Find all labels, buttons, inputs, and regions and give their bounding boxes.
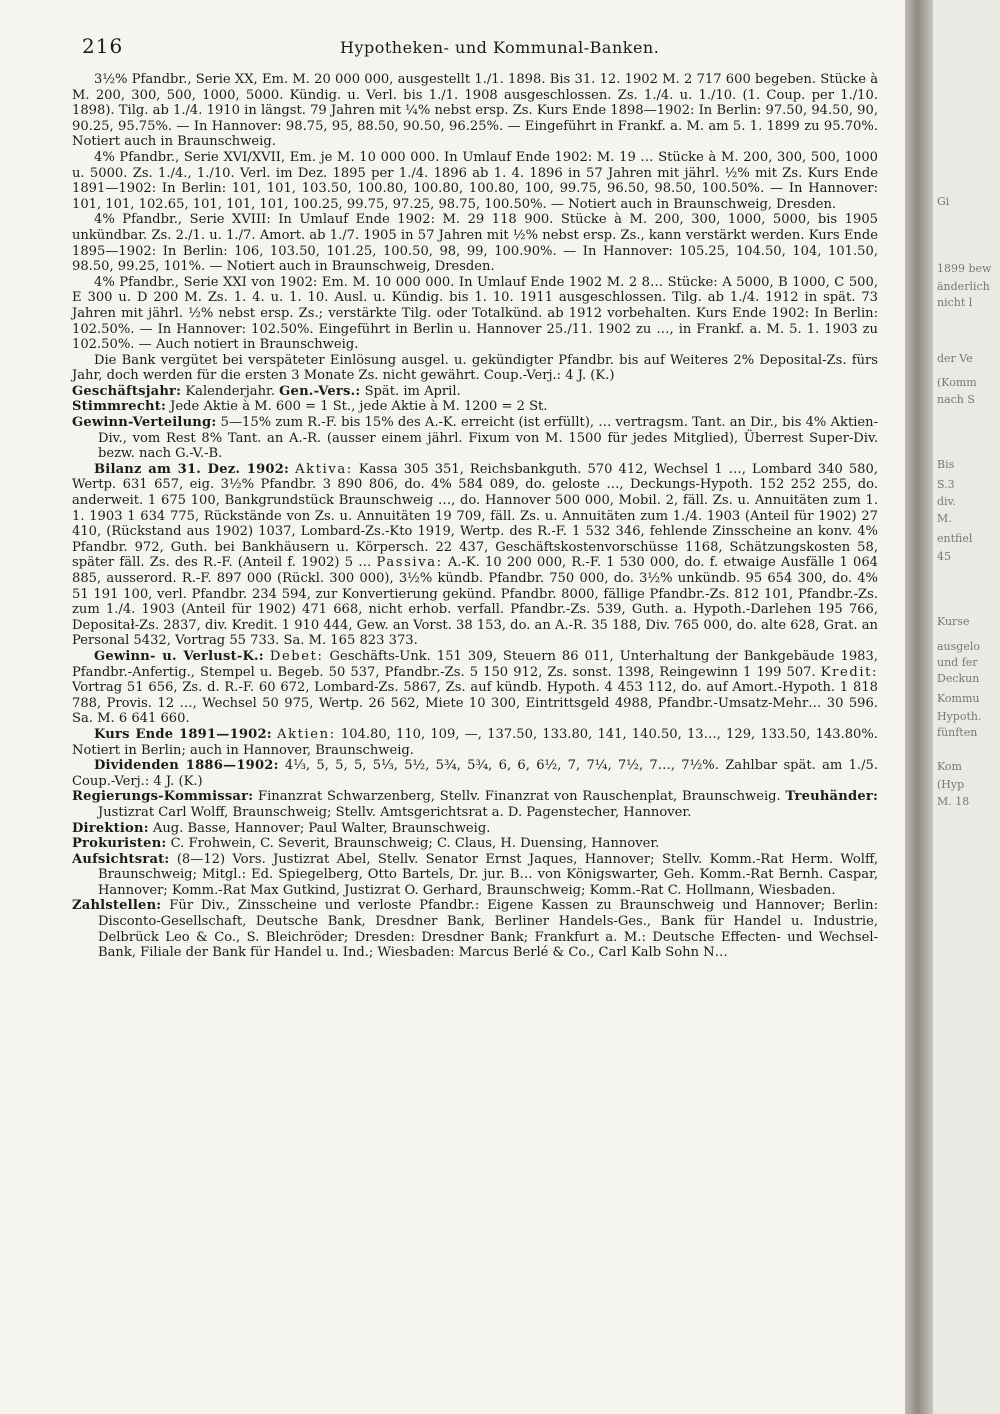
facing-page-fragment: ausgelo	[937, 640, 980, 653]
facing-page-fragment: nach S	[937, 393, 975, 406]
facing-page-fragment: (Hyp	[937, 778, 965, 791]
pfandbrief-paragraph: 4% Pfandbr., Serie XXI von 1902: Em. M. 10 000 000. In Umlauf Ende 1902 M. 2 8… Stücke: A 5000, B 1000, C 500, E 300 u. D 200 M. Zs. 1. 4. u. 1. 10. Ausl. u. Kündig. bis 1. 10. 1911 ausgeschlossen. Tilg. ab 1./4. 1912 in spät. 73 Jahren mit jährl. ½% nebst ersp. Zs.; verstärkte Tilg. oder Totalkünd. ab 1912 vorbehalten. Kurs Ende 1902: In Berlin: 102.50%. — In Hannover: 102.50%. Eingeführt in Berlin u. Hannover 25./11. 1902 zu …, in Frankf. a. M. 5. 1. 1903 zu 102.50%. — Auch notiert in Braunschweig.	[72, 274, 878, 353]
facing-page-fragment: änderlich	[937, 280, 990, 293]
aktiva-label: Aktiva:	[295, 461, 353, 477]
facing-page-fragment: 1899 bew	[937, 262, 992, 275]
people-text: Für Div., Zinsscheine und verloste Pfandbr.: Eigene Kassen zu Braunschweig und Hannover; Berlin: Disconto-Gesellschaft, Deutsche Bank, Dresdner Bank, Berliner Handels-Ges., Bank für Handel u. Industrie, Delbrück Leo & Co., S. Bleichröder; Dresden: Dresdner Bank; Frankfurt a. M.: Deutsche Effecten- und Wechsel-Bank, Filiale der Bank für Handel u. Ind.; Wiesbaden: Marcus Berlé & Co., Carl Kalb Sohn N…	[98, 898, 878, 961]
facing-page-fragment: 45	[937, 550, 951, 563]
section-dividenden	[72, 758, 878, 789]
section-regierungs-kommissar	[72, 789, 878, 820]
facing-page-fragment: und fer	[937, 656, 978, 669]
aktien-label: Aktien:	[277, 726, 336, 742]
facing-page-fragment: Bis	[937, 458, 955, 471]
facing-page-fragment: Hypoth.	[937, 710, 982, 723]
facing-page-fragment: Kommu	[937, 692, 980, 705]
section-bilanz	[72, 462, 878, 649]
facing-page-fragment: S.3	[937, 478, 955, 491]
section-stimmrecht	[72, 399, 878, 415]
kredit-label: Kredit:	[820, 664, 878, 680]
facing-page-fragment: nicht l	[937, 296, 973, 309]
facing-page-fragment: Gi	[937, 195, 950, 208]
section-geschaeftsjahr	[72, 384, 878, 400]
aktiva-text: Kassa 305 351, Reichsbankguth. 570 412, Wechsel 1 …, Lombard 340 580, Wertp. 631 657, eig. 3½% Pfandbr. 3 890 806, do. 4% 584 089, do. geloste …, Deckungs-Hypoth. 152 252 255, do. anderweit. 1 675 100, Bankgrundstück Braunschweig …, do. Hannover 500 000, Mobil. 2, fäll. Zs. u. Annuitäten zum 1. 1. 1903 1 634 775, Rückstände von Zs. u. Annuitäten 19 709, fäll. Zs. u. Annuitäten zum 1./4. 1903 (Anteil für 1902) 27 410, (Rückstand aus 1902) 1037, Lombard-Zs.-Kto 1919, Wertp. des R.-F. 1 532 346, fehlende Zinsscheine an konv. 4% Pfandbr. 972, Guth. bei Bankhäusern u. Körpersch. 22 437, Geschäftskostenvorschüsse 1168, Schätzungskosten 58, später fäll. Zs. des R.-F. (Anteil f. 1902) 5 …	[72, 461, 878, 571]
section-kurs	[72, 727, 878, 758]
people-text: (8—12) Vors. Justizrat Abel, Stellv. Senator Ernst Jaques, Hannover; Stellv. Komm.-Rat Herm. Wolff, Braunschweig; Mitgl.: Ed. Spiegelberg, Otto Bartels, Dr. jur. B… von Königswarter, Geh. Komm.-Rat Bernh. Caspar, Hannover; Komm.-Rat Max Gutkind, Justizrat O. Gerhard, Braunschweig; Komm.-Rat C. Hollmann, Wiesbaden.	[98, 851, 878, 898]
section-text: 5—15% zum R.-F. bis 15% des A.-K. erreicht (ist erfüllt), … vertragsm. Tant. an Dir., bis 4% Aktien-Div., vom Rest 8% Tant. an A.-R. (ausser einem jährl. Fixum von M. 1500 für jedes Mitglied), Überrest Super-Div. bezw. nach G.-V.-B.	[98, 415, 878, 462]
section-text: Jede Aktie à M. 600 = 1 St., jede Aktie à M. 1200 = 2 St.	[170, 399, 548, 415]
kurs-text: 104.80, 110, 109, —, 137.50, 133.80, 141, 140.50, 13…, 129, 133.50, 143.80%. Notiert in Berlin; auch in Hannover, Braunschweig.	[72, 726, 878, 758]
debet-text: Geschäfts-Unk. 151 309, Steuern 86 011, Unterhaltung der Bankgebäude 1983, Pfandbr.-Anfertig., Stempel u. Begeb. 50 537, Pfandbr.-Zs. 5 150 912, Zs. sonst. 1398, Reingewinn 1 199 507.	[72, 648, 878, 680]
dividenden-text: 4⅓, 5, 5, 5, 5⅓, 5½, 5¾, 5¾, 6, 6, 6½, 7, 7¼, 7½, 7…, 7½%. Zahlbar spät. am 1./5. Coup.-Verj.: 4 J. (K.)	[72, 758, 878, 789]
pfandbrief-paragraph: 3½% Pfandbr., Serie XX, Em. M. 20 000 000, ausgestellt 1./1. 1898. Bis 31. 12. 1902 M. 2 717 600 begeben. Stücke à M. 200, 300, 500, 1000, 5000. Kündig. u. Verl. bis 1./1. 1908 ausgeschlossen. Zs. 1./4. u. 1./10. (1. Coup. per 1./10. 1898). Tilg. ab 1./4. 1910 in längst. 79 Jahren mit ¼% nebst ersp. Zs. Kurs Ende 1898—1902: In Berlin: 97.50, 94.50, 90, 90.25, 95.75%. — In Hannover: 98.75, 95, 88.50, 90.50, 96.25%. — Eingeführt in Frankf. a. M. am 5. 1. 1899 zu 95.70%. Notiert auch in Braunschweig.	[72, 72, 878, 150]
section-label: Gewinn-Verteilung:	[72, 415, 217, 431]
passiva-text: A.-K. 10 200 000, R.-F. 1 530 000, do. f. etwaige Ausfälle 1 064 885, ausserord. R.-F. 897 000 (Rückl. 300 000), 3½% kündb. Pfandbr. 750 000, do. 3½% unkündb. 95 654 300, do. 4% 51 191 100, verl. Pfandbr. 234 594, zur Konvertierung gekünd. Pfandbr. 8000, fällige Pfandbr.-Zs. 812 101, Pfandbr.-Zs. zum 1./4. 1903 (Anteil für 1902) 471 668, nicht erhob. verfall. Pfandbr.-Zs. 539, Guth. a. Hypoth.-Darlehen 195 766, Depositał-Zs. 2837, div. Kredit. 1 910 444, Gew. an Vorst. 38 153, do. an A.-R. 35 188, Div. 765 000, do. alte 628, Grat. an Personal 5432, Vortrag 55 733. Sa. M. 165 823 373.	[72, 555, 879, 649]
section-text: Kalenderjahr.	[185, 383, 275, 399]
debet-label: Debet:	[269, 648, 324, 664]
dividenden-label: Dividenden 1886—1902:	[94, 758, 279, 774]
section-text: Spät. im April.	[364, 383, 461, 399]
pfandbrief-paragraph: 4% Pfandbr., Serie XVIII: In Umlauf Ende 1902: M. 29 118 900. Stücke à M. 200, 300, 1000, 5000, bis 1905 unkündbar. Zs. 2./1. u. 1./7. Amort. ab 1./7. 1905 in 57 Jahren mit ½% nebst ersp. Zs., kann verstärkt werden. Kurs Ende 1895—1902: In Berlin: 106, 103.50, 101.25, 100.50, 98, 99, 100.90%. — In Hannover: 105.25, 104.50, 104, 101.50, 98.50, 99.25, 101%. — Notiert auch in Braunschweig, Dresden.	[72, 212, 878, 275]
section-label: Gen.-Vers.:	[279, 383, 361, 399]
facing-page-fragment: (Komm	[937, 376, 977, 389]
people-text: Aug. Basse, Hannover; Paul Walter, Braunschweig.	[152, 820, 491, 836]
facing-page-fragment: Kurse	[937, 615, 970, 628]
kredit-text: Vortrag 51 656, Zs. d. R.-F. 60 672, Lombard-Zs. 5867, Zs. auf kündb. Hypoth. 4 453 112, do. auf Amort.-Hypoth. 1 818 788, Provis. 12 …, Wechsel 50 975, Wertp. 26 562, Miete 10 300, Eintrittsgeld 4988, Pfandbr.-Umsatz-Mehr… 30 596. Sa. M. 6 641 660.	[72, 680, 878, 727]
people-label: Zahlstellen:	[72, 898, 162, 914]
people-text: Finanzrat Schwarzenberg, Stellv. Finanzrat von Rauschenplat, Braunschweig.	[258, 789, 781, 805]
section-gewinn-verlust	[72, 649, 878, 727]
section-label: Stimmrecht:	[72, 399, 166, 415]
people-label: Regierungs-Kommissar:	[72, 789, 254, 805]
people-label: Treuhänder:	[785, 789, 878, 805]
people-text: Justizrat Carl Wolff, Braunschweig; Stellv. Amtsgerichtsrat a. D. Pagenstecher, Hannover.	[98, 804, 692, 820]
people-label: Direktion:	[72, 820, 149, 836]
facing-page-fragment: M.	[937, 512, 952, 525]
section-label: Geschäftsjahr:	[72, 383, 182, 399]
people-label: Prokuristen:	[72, 836, 167, 852]
facing-page-fragment: entfiel	[937, 532, 973, 545]
passiva-label: Passiva:	[376, 555, 443, 571]
section-aufsichtsrat	[72, 852, 878, 899]
facing-page-fragment: M. 18	[937, 795, 970, 808]
section-gewinn-verteilung	[72, 415, 878, 462]
book-gutter	[905, 0, 933, 1414]
people-text: C. Frohwein, C. Severit, Braunschweig; C. Claus, H. Duensing, Hannover.	[170, 836, 660, 852]
running-title: Hypotheken- und Kommunal-Banken.	[340, 38, 660, 57]
pfandbrief-paragraph: Die Bank vergütet bei verspäteter Einlösung ausgel. u. gekündigter Pfandbr. bis auf Weiteres 2% Deposital-Zs. fürs Jahr, doch werden für die ersten 3 Monate Zs. nicht gewährt. Coup.-Verj.: 4 J. (K.)	[72, 352, 878, 384]
people-label: Aufsichtsrat:	[72, 851, 170, 867]
facing-page-fragment: div.	[937, 495, 956, 508]
gewinn-label: Gewinn- u. Verlust-K.:	[94, 648, 264, 664]
page-body	[72, 72, 878, 961]
bilanz-label: Bilanz am 31. Dez. 1902:	[94, 461, 290, 477]
pfandbrief-paragraphs	[72, 72, 878, 384]
kurs-label: Kurs Ende 1891—1902:	[94, 726, 272, 742]
facing-page-fragment: fünften	[937, 726, 978, 739]
facing-page-edge	[933, 0, 1000, 1414]
section-direktion	[72, 821, 878, 837]
section-zahlstellen	[72, 898, 878, 960]
facing-page-fragment: der Ve	[937, 352, 973, 365]
pfandbrief-paragraph: 4% Pfandbr., Serie XVI/XVII, Em. je M. 10 000 000. In Umlauf Ende 1902: M. 19 … Stücke à M. 200, 300, 500, 1000 u. 5000. Zs. 1./4., 1./10. Verl. im Dez. 1895 per 1./4. 1896 ab 1. 4. 1896 in 57 Jahren mit jährl. ½% mit Zs. Kurs Ende 1891—1902: In Berlin: 101, 101, 103.50, 100.80, 100.80, 100.80, 100, 99.75, 96.50, 98.50, 100.50%. — In Hannover: 101, 101, 102.65, 101, 101, 101, 100.25, 99.75, 97.25, 98.75, 100.50%. — Notiert auch in Braunschweig, Dresden.	[72, 149, 878, 212]
facing-page-fragment: Deckun	[937, 672, 980, 685]
section-prokuristen	[72, 836, 878, 852]
page-number: 216	[82, 34, 124, 58]
facing-page-fragment: Kom	[937, 760, 962, 773]
